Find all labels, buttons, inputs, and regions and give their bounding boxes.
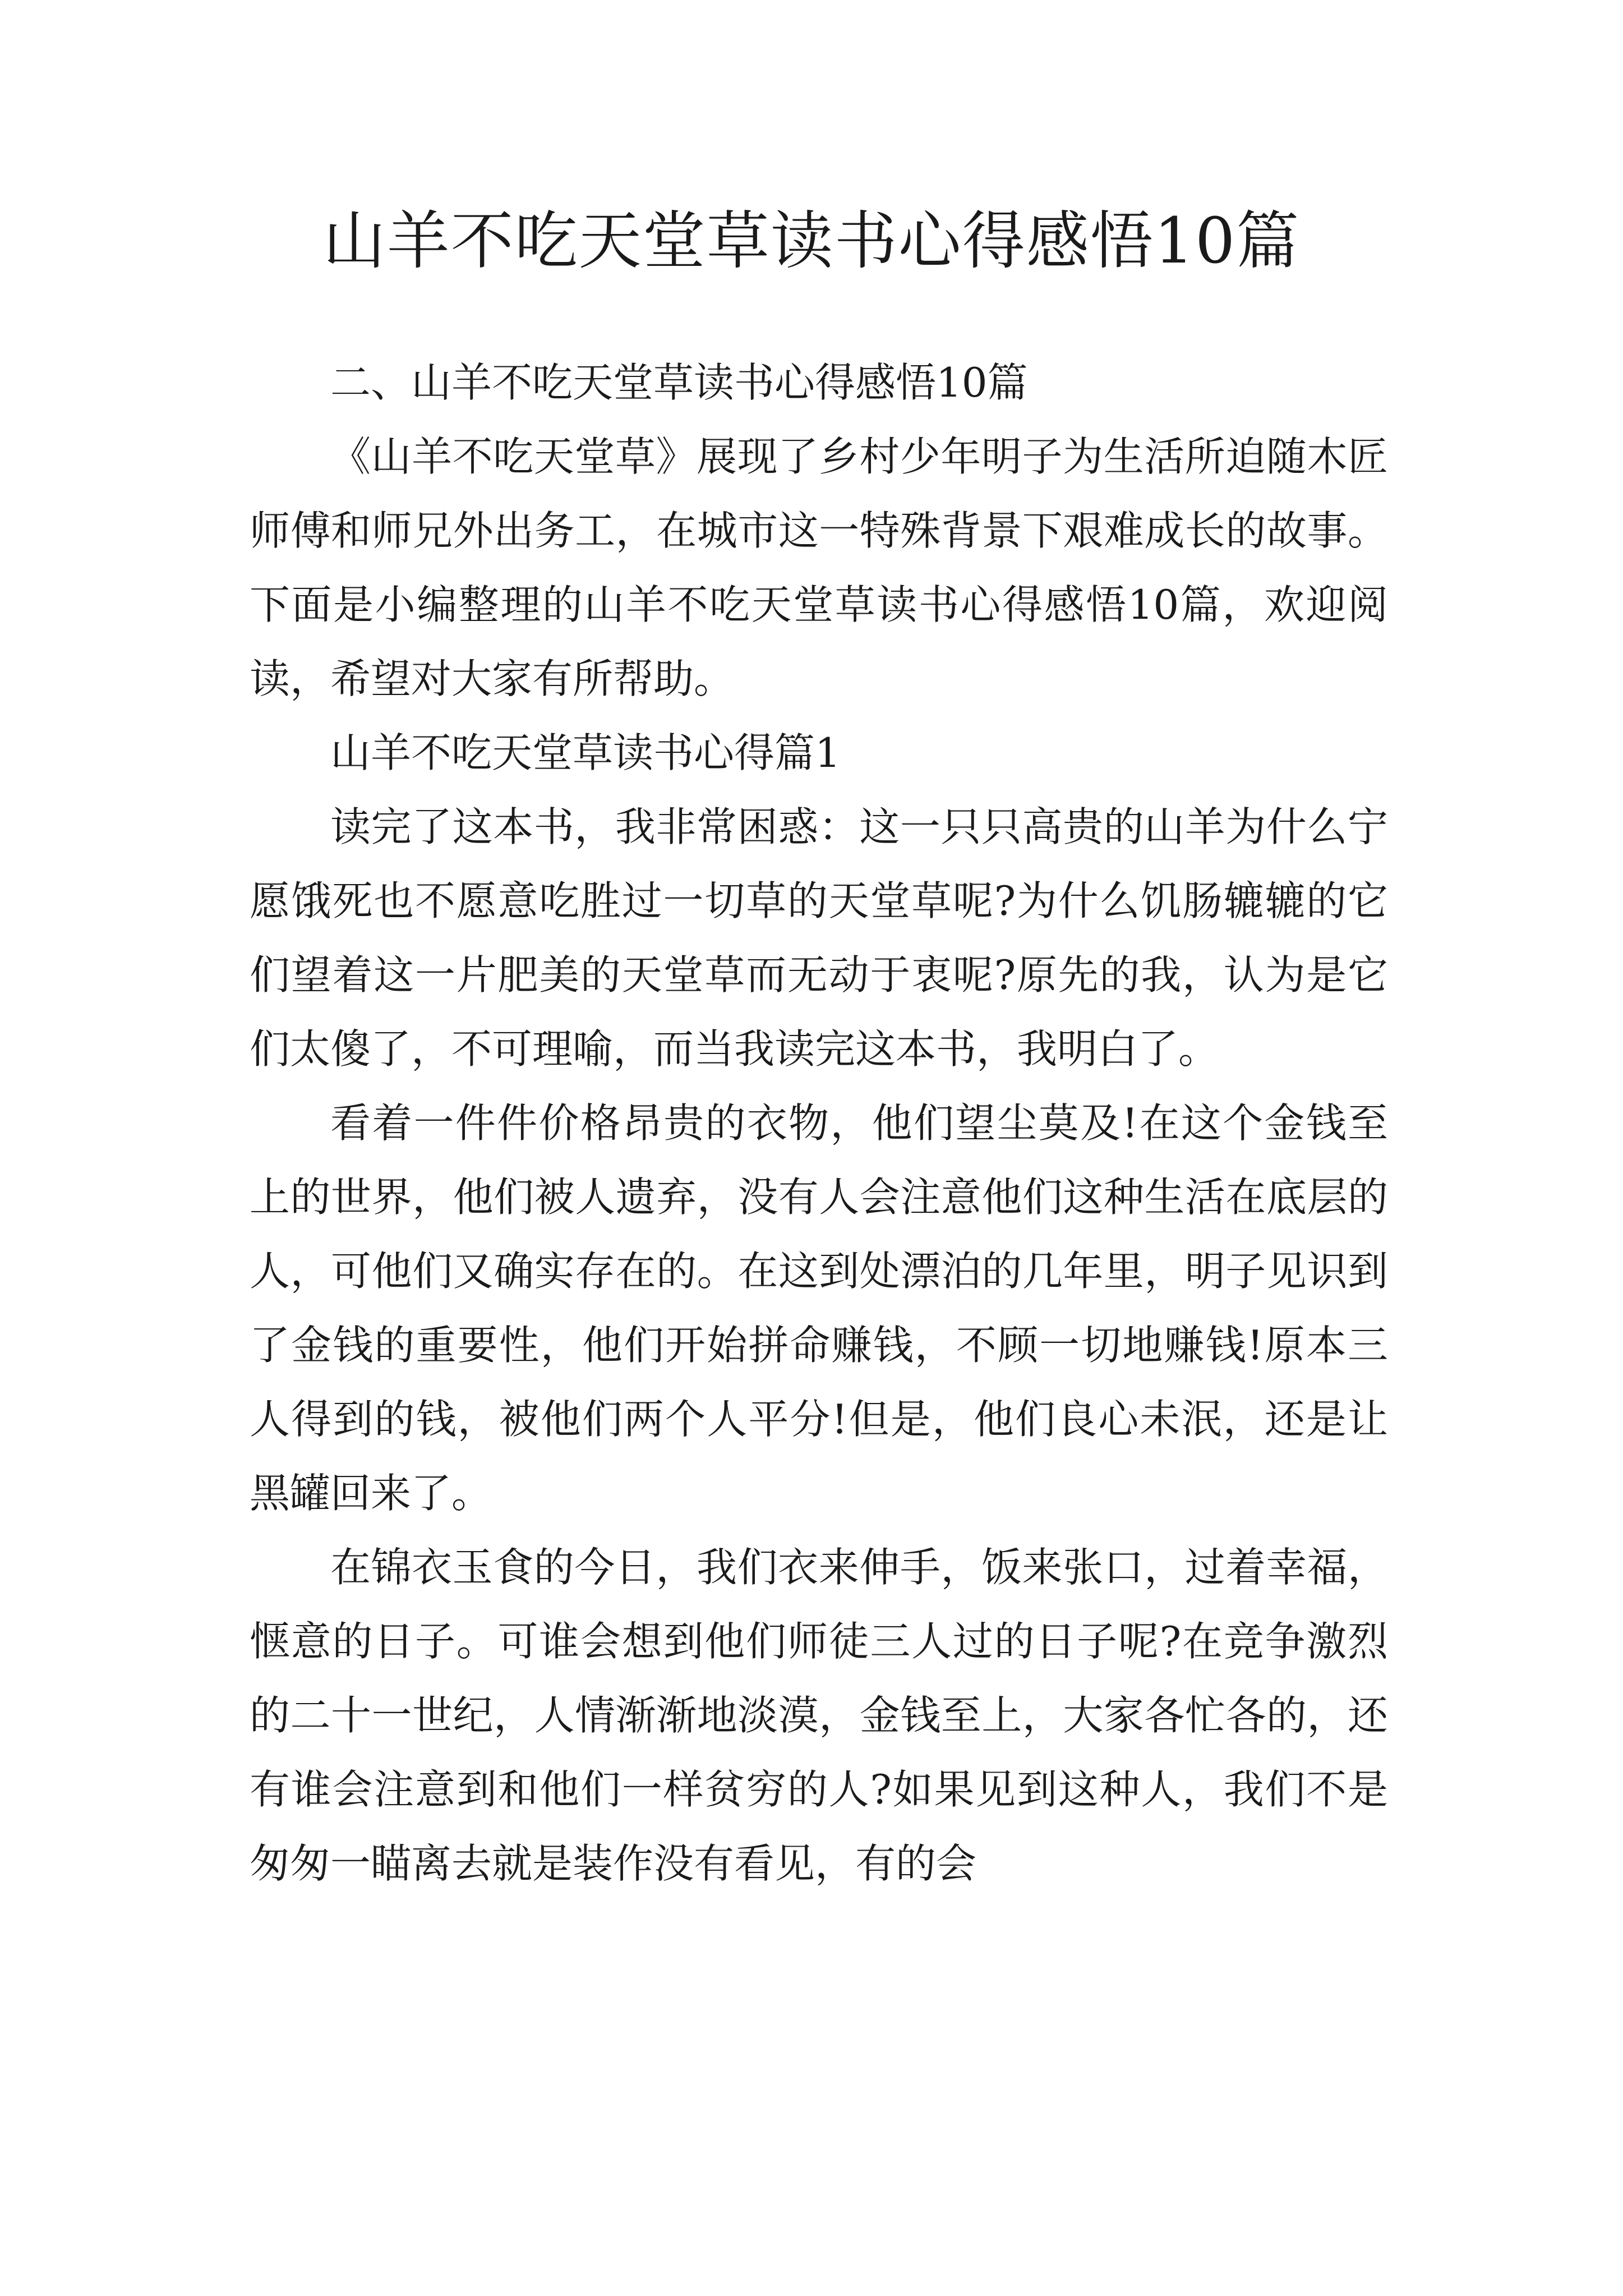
body-paragraph: 在锦衣玉食的今日，我们衣来伸手，饭来张口，过着幸福，惬意的日子。可谁会想到他们师徒三人过的日子呢?在竞争激烈的二十一世纪，人情渐渐地淡漠，金钱至上，大家各忙各的，还有谁会注意到和他们一样贫穷的人?如果见到这种人，我们不是匆匆一瞄离去就是装作没有看见，有的会 <box>250 1544 1388 1887</box>
essay-heading: 山羊不吃天堂草读书心得篇1 <box>330 729 841 776</box>
document-body <box>250 346 1388 1901</box>
document-title: 山羊不吃天堂草读书心得感悟10篇 <box>322 205 1301 278</box>
section-heading: 二、山羊不吃天堂草读书心得感悟10篇 <box>330 359 1028 406</box>
intro-paragraph: 《山羊不吃天堂草》展现了乡村少年明子为生活所迫随木匠师傅和师兄外出务工，在城市这一特殊背景下艰难成长的故事。下面是小编整理的山羊不吃天堂草读书心得感悟10篇，欢迎阅读，希望对大家有所帮助。 <box>250 433 1388 702</box>
body-paragraph: 看着一件件价格昂贵的衣物，他们望尘莫及!在这个金钱至上的世界，他们被人遗弃，没有人会注意他们这种生活在底层的人，可他们又确实存在的。在这到处漂泊的几年里，明子见识到了金钱的重要性，他们开始拼命赚钱，不顾一切地赚钱!原本三人得到的钱，被他们两个人平分!但是，他们良心未泯，还是让黑罐回来了。 <box>250 1099 1388 1517</box>
body-paragraph: 读完了这本书，我非常困惑：这一只只高贵的山羊为什么宁愿饿死也不愿意吃胜过一切草的天堂草呢?为什么饥肠辘辘的它们望着这一片肥美的天堂草而无动于衷呢?原先的我，认为是它们太傻了，不可理喻，而当我读完这本书，我明白了。 <box>250 803 1388 1073</box>
